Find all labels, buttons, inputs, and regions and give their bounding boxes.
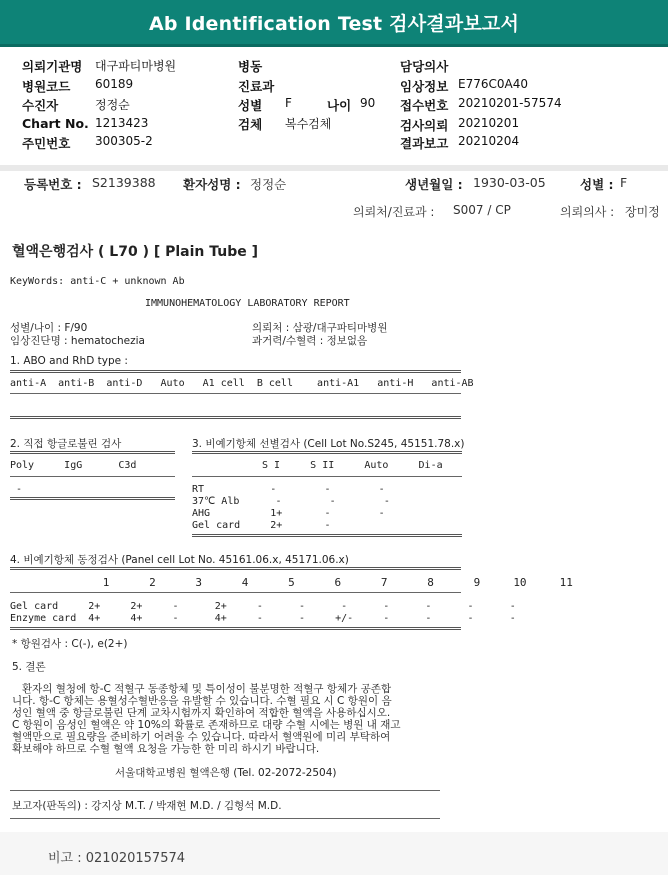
value-patient: 정정순 xyxy=(95,98,130,112)
section1-title: 1. ABO and RhD type : xyxy=(10,355,128,367)
rule xyxy=(10,393,461,394)
label-specimen: 검체 xyxy=(238,117,263,132)
label-chart-no: Chart No. xyxy=(22,116,89,131)
label-clinical-info: 임상정보 xyxy=(400,79,449,94)
value-referring-doctor: 장미정 xyxy=(625,205,660,219)
rule xyxy=(10,790,440,791)
section4-title: 4. 비예기항체 동정검사 (Panel cell Lot No. 45161.06.x, 45171.06.x) xyxy=(10,554,349,566)
value-sex: F xyxy=(285,96,292,110)
dat-header: Poly IgG C3d xyxy=(10,460,137,471)
panel-row-gel: Gel card 2+ 2+ - 2+ - - - - - - - xyxy=(10,601,516,612)
label-department: 진료과 xyxy=(238,79,275,94)
clinical-diagnosis: 임상진단명 : hematochezia xyxy=(10,335,145,347)
double-rule xyxy=(10,370,461,373)
double-rule xyxy=(192,451,462,454)
value-receipt-no: 20210201-57574 xyxy=(458,96,562,110)
value-specimen: 복수검체 xyxy=(285,117,332,131)
label-referring-doctor: 의뢰의사 : xyxy=(560,205,615,219)
label-patient-name: 환자성명 : xyxy=(183,177,241,192)
screening-row-gel: Gel card 2+ - xyxy=(192,520,331,531)
section3-title: 3. 비예기항체 선별검사 (Cell Lot No.S245, 45151.78.x) xyxy=(192,438,465,450)
label-dob: 생년월일 : xyxy=(405,177,463,192)
exam-title: 혈액은행검사 ( L70 ) [ Plain Tube ] xyxy=(12,244,259,260)
sex-age: 성별/나이 : F/90 xyxy=(10,322,88,334)
conclusion-line: 확보해야 하므로 수혈 혈액 요청을 가능한 한 미리 하시기 바랍니다. xyxy=(12,743,320,755)
value-report-date: 20210204 xyxy=(458,134,520,148)
label-sex: 성별 xyxy=(238,98,263,113)
value-dob: 1930-03-05 xyxy=(473,175,546,190)
reporter: 보고자(판독의) : 강지상 M.T. / 박재현 M.D. / 김형석 M.D. xyxy=(12,800,282,812)
section2-title: 2. 직접 항글로불린 검사 xyxy=(10,438,122,450)
conclusion-line: 혈액만으로 필요량을 준비하기 어려울 수 있습니다. 따라서 혈액원에 미리 부탁하여 xyxy=(12,731,391,743)
value-referral-dept: S007 / CP xyxy=(453,203,511,217)
double-rule xyxy=(192,534,462,537)
screening-row-rt: RT - - - xyxy=(192,484,385,495)
label-resident-no: 주민번호 xyxy=(22,136,71,151)
double-rule xyxy=(10,497,175,500)
double-rule xyxy=(10,416,461,419)
panel-header: 1 2 3 4 5 6 7 8 9 10 11 xyxy=(10,576,573,589)
screening-row-alb: 37℃ Alb - - - xyxy=(192,496,390,507)
remark: 비고 : 021020157574 xyxy=(48,851,186,866)
request-info-header xyxy=(0,47,668,166)
conclusion-line: C 항원이 음성인 혈액은 약 10%의 확률로 존재하므로 대량 수혈 시에는 병원 내 재고 xyxy=(12,719,401,731)
rule xyxy=(10,818,440,819)
label-patient-sex: 성별 : xyxy=(580,177,614,192)
value-clinical-info: E776C0A40 xyxy=(458,77,528,91)
label-physician: 담당의사 xyxy=(400,59,449,74)
label-institution: 의뢰기관명 xyxy=(22,59,83,74)
keywords: KeyWords: anti-C + unknown Ab xyxy=(10,276,185,287)
value-age: 90 xyxy=(360,96,376,110)
screening-row-ahg: AHG 1+ - - xyxy=(192,508,385,519)
dat-value: - xyxy=(10,484,23,495)
conclusion-line: 니다. 항-C 항체는 용혈성수혈반응을 유발할 수 있습니다. 수혈 필요 시 C 항원이 음 xyxy=(12,695,392,707)
referral-source: 의뢰처 : 삼광/대구파티마병원 xyxy=(252,322,388,334)
value-chart-no: 1213423 xyxy=(95,116,149,130)
panel-row-enzyme: Enzyme card 4+ 4+ - 4+ - - +/- - - - - xyxy=(10,613,516,624)
rule xyxy=(192,476,462,477)
label-age: 나이 xyxy=(327,98,352,113)
label-referral-dept: 의뢰처/진료과 : xyxy=(353,205,435,219)
report-title: Ab Identification Test 검사결과보고서 xyxy=(0,0,668,44)
value-request-date: 20210201 xyxy=(458,116,520,130)
conclusion-line: 성인 혈액 중 항글로불린 단계 교차시험까지 확인하여 적합한 혈액을 사용하십시오. xyxy=(12,707,391,719)
value-reg-no: S2139388 xyxy=(92,175,156,190)
lab-report-title: IMMUNOHEMATOLOGY LABORATORY REPORT xyxy=(145,298,350,309)
transfusion-history: 과거력/수혈력 : 정보없음 xyxy=(252,335,368,347)
label-patient: 수진자 xyxy=(22,98,59,113)
value-hospital-code: 60189 xyxy=(95,77,134,91)
value-patient-sex: F xyxy=(620,175,628,190)
conclusion-line: 환자의 혈청에 항-C 적혈구 동종항체 및 특이성이 불분명한 적혈구 항체가 공존합 xyxy=(12,683,392,695)
value-resident-no: 300305-2 xyxy=(95,134,153,148)
section-divider xyxy=(0,165,668,171)
value-patient-name: 정정순 xyxy=(250,177,287,192)
rule xyxy=(10,592,461,593)
section5-title: 5. 결론 xyxy=(12,661,46,673)
antigen-test: * 항원검사 : C(-), e(2+) xyxy=(12,638,128,650)
screening-header: S I S II Auto Di-a xyxy=(262,460,443,471)
label-report-date: 결과보고 xyxy=(400,136,449,151)
rule xyxy=(10,476,175,477)
label-reg-no: 등록번호 : xyxy=(24,177,82,192)
label-ward: 병동 xyxy=(238,59,263,74)
abo-header: anti-A anti-B anti-D Auto A1 cell B cell anti-A1 anti-H anti-AB xyxy=(10,378,474,389)
label-receipt-no: 접수번호 xyxy=(400,98,449,113)
hospital-contact: 서울대학교병원 혈액은행 (Tel. 02-2072-2504) xyxy=(115,767,337,779)
label-hospital-code: 병원코드 xyxy=(22,79,71,94)
value-institution: 대구파티마병원 xyxy=(95,59,177,73)
double-rule xyxy=(10,627,461,630)
double-rule xyxy=(10,451,175,454)
double-rule xyxy=(10,567,461,570)
label-request-date: 검사의뢰 xyxy=(400,118,449,133)
